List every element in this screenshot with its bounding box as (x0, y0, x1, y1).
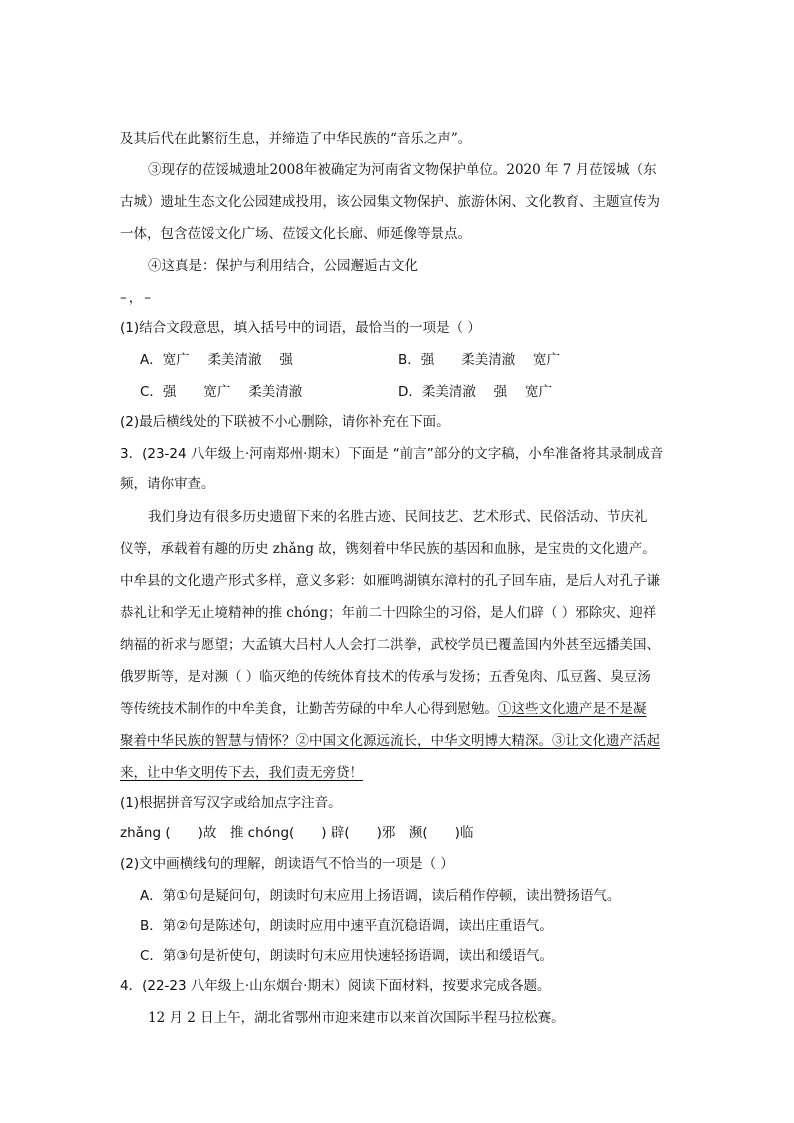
q3-fill-in-line (120, 823, 682, 843)
q3-option-a: A．第①句是疑问句，朗读时句末应用上扬语调，读后稍作停顿，读出赞扬语气。 (140, 888, 621, 904)
q3-stem-line-2: 频，请你审查。 (120, 476, 215, 492)
q4-passage-line-1: 12 月 2 日上午，湖北省鄂州市迎来建市以来首次国际半程马拉松赛。 (148, 1010, 565, 1026)
dotted-character: 濒 (214, 669, 228, 685)
paragraph-3-line-2: 古城）遗址生态文化公园建成投用，该公园集文物保护、旅游休闲、文化教育、主题宣传为 (120, 194, 660, 210)
q2-sub2-prompt: (2)最后横线处的下联被不小心删除，请你补充在下面。 (120, 414, 450, 430)
q3-passage-line-9 (120, 763, 682, 783)
underlined-sentence: 聚着中华民族的智慧与情怀？②中国文化源远流长，中华文明博大精深。③让文化遗产活起 (120, 733, 660, 749)
q3-sub1-prompt: (1)根据拼音写汉字或给加点字注音。 (120, 795, 342, 811)
fill-text: ( )临 (422, 825, 474, 841)
q2-option-d: D．柔美清澈 强 宽广 (398, 384, 552, 400)
q3-option-c: C．第③句是祈使句，朗读时句末应用快速轻扬语调，读出和缓语气。 (140, 948, 554, 964)
q3-passage-line-1: 我们身边有很多历史遗留下来的名胜古迹、民间技艺、艺术形式、民俗活动、节庆礼 (148, 509, 648, 525)
paragraph-3-line-1: ③现存的莅馁城遗址2008年被确定为河南省文物保护单位。2020 年 7 月莅馁城（东 (148, 162, 657, 178)
q3-stem-line-1: 3．(23-24 八年级上·河南郑州·期末）下面是 “前言”部分的文字稿，小牟准备将其录制成音 (120, 446, 664, 462)
q3-passage-line-5: 纳福的祈求与愿望；大孟镇大吕村人人会打二洪拳，武校学员已覆盖国内外甚至远播美国、 (120, 637, 660, 653)
fill-text: zhǎng ( )故 推 chóng( ) (120, 825, 327, 841)
paragraph-4-line: ④这真是：保护与利用结合，公园邂逅古文化 (148, 258, 418, 274)
paragraph-line: 及其后代在此繁衍生息，并缔造了中华民族的“音乐之声”。 (120, 131, 472, 147)
q3-passage-line-7 (120, 699, 682, 719)
q3-option-b: B．第②句是陈述句，朗读时应用中速平直沉稳语调，读出庄重语气。 (140, 918, 553, 934)
q3-passage-line-3: 中牟县的文化遗产形式多样，意义多彩：如雁鸣湖镇东漳村的孔子回车庙，是后人对孔子谦 (120, 573, 660, 589)
q3-passage-line-6 (120, 667, 682, 687)
underlined-sentence: ①这些文化遗产是不是凝 (498, 701, 647, 717)
q4-stem: 4．(22-23 八年级上·山东烟台·期末）阅读下面材料，按要求完成各题。 (120, 978, 551, 994)
dotted-character: 濒 (408, 825, 423, 841)
passage-text: （ ）临灭绝的传统体育技术的传承与发扬；五香兔肉、瓜豆酱、臭豆汤 (228, 669, 651, 685)
q3-passage-line-8 (120, 731, 682, 751)
q3-passage-line-2: 仪等，承载着有趣的历史 zhǎng 故，镌刻着中华民族的基因和血脉，是宝贵的文化遗产。 (120, 541, 656, 557)
dotted-character: 辟 (530, 605, 545, 621)
paragraph-3-line-3: 一体，包含莅馁文化广场、莅馁文化长廊、师延像等景点。 (120, 226, 471, 242)
q3-sub2-prompt: (2)文中画横线句的理解，朗读语气不恰当的一项是（ ） (120, 856, 454, 872)
passage-text: （ ）邪除灾、迎祥 (544, 605, 657, 621)
q2-option-b: B．强 柔美清澈 宽广 (398, 352, 561, 368)
fill-text: ( )邪 (344, 825, 409, 841)
q2-option-c: C．强 宽广 柔美清澈 (140, 384, 303, 400)
q3-passage-line-4 (120, 603, 682, 623)
couplet-blank-marks: –，– (120, 290, 153, 306)
q2-sub1-prompt: (1)结合文段意思，填入括号中的词语，最恰当的一项是（ ） (120, 320, 481, 336)
passage-text: 恭礼让和学无止境精神的推 chóng；年前二十四除尘的习俗，是人们 (120, 605, 531, 621)
underlined-sentence: 来，让中华文明传下去，我们责无旁贷！ (120, 765, 363, 781)
passage-text: 等传统技术制作的中牟美食，让勤苦劳碌的中牟人心得到慰勉。 (120, 701, 498, 717)
passage-text: 俄罗斯等，是对 (120, 669, 215, 685)
dotted-character: 辟 (330, 825, 345, 841)
q2-option-a: A．宽广 柔美清澈 强 (140, 352, 293, 368)
